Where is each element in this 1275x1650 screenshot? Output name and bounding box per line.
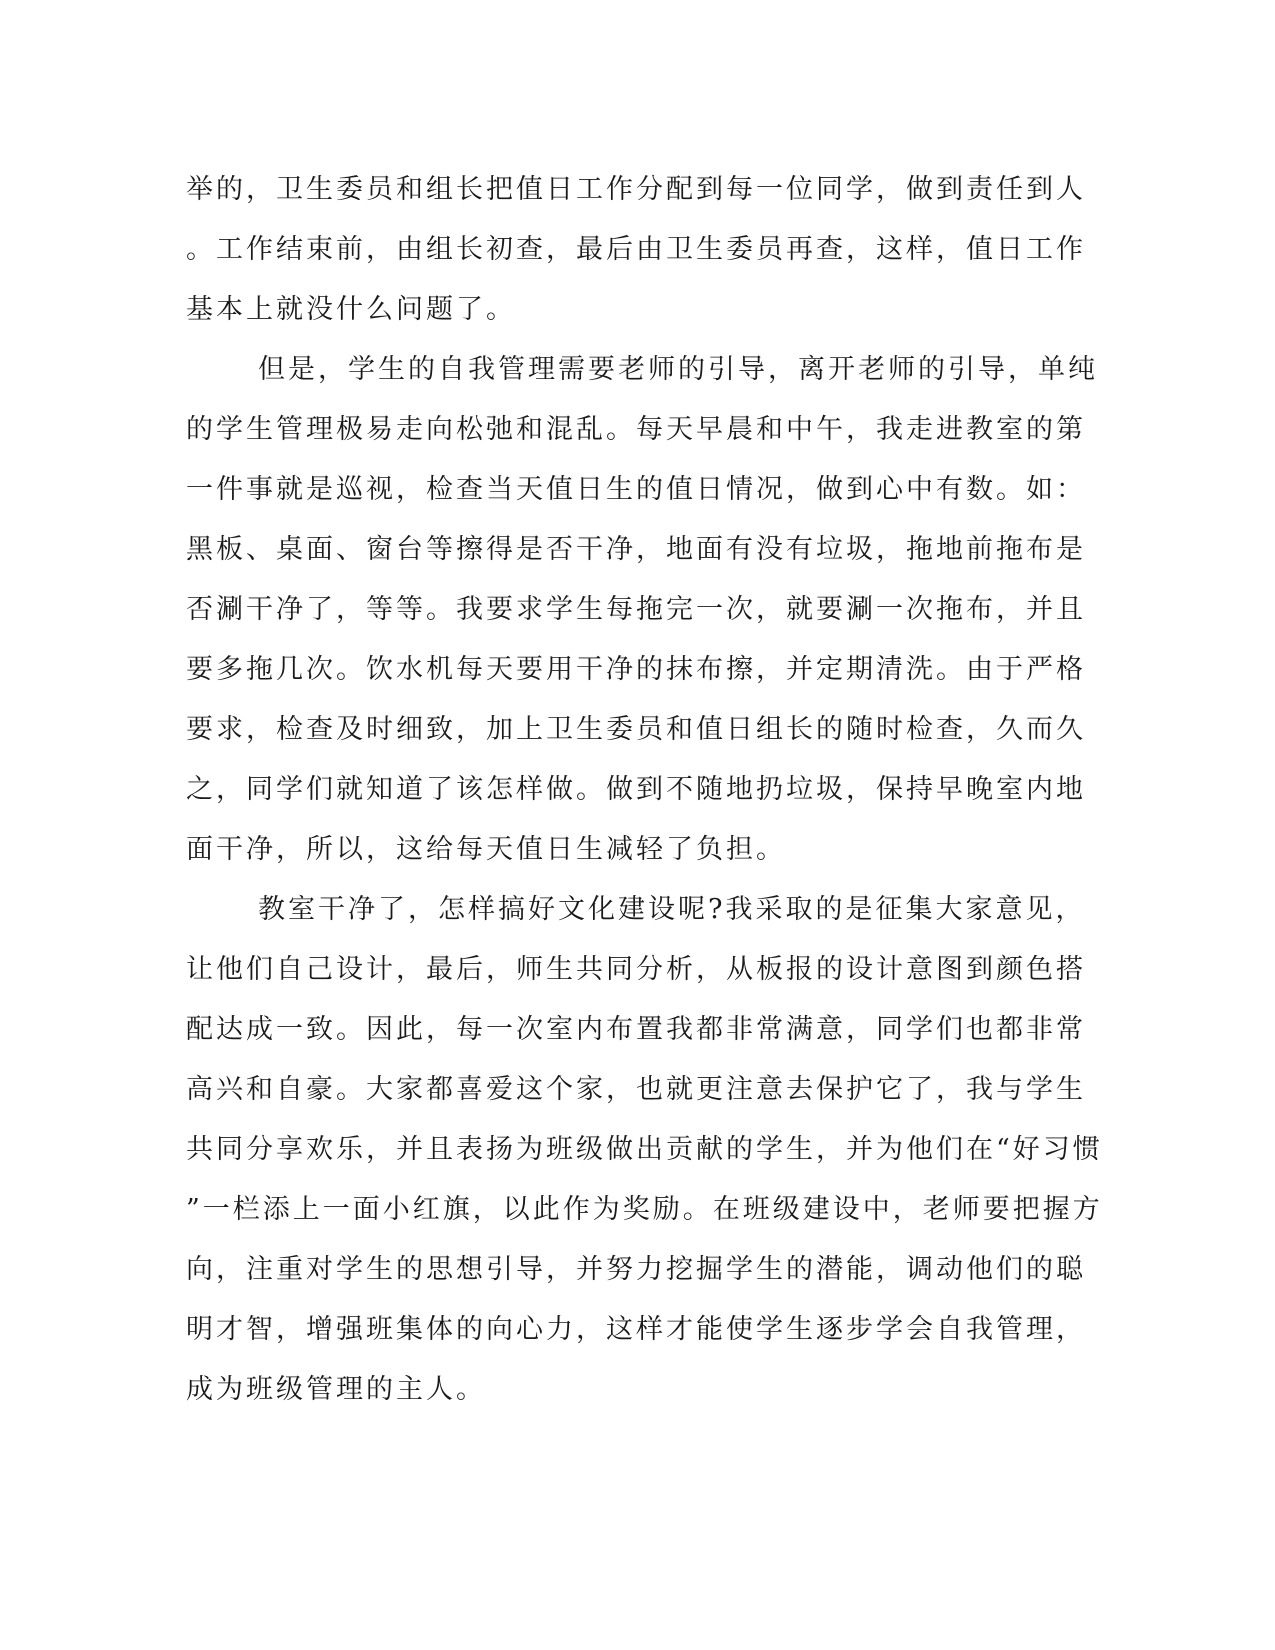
text-line: 明才智，增强班集体的向心力，这样才能使学生逐步学会自我管理， [186, 1314, 1086, 1345]
text-line: ”一栏添上一面小红旗，以此作为奖励。在班级建设中，老师要把握方 [186, 1194, 1103, 1225]
text-line: 面干净，所以，这给每天值日生减轻了负担。 [186, 834, 786, 865]
text-line: 举的，卫生委员和组长把值日工作分配到每一位同学，做到责任到人 [186, 174, 1086, 205]
body-text [186, 160, 1103, 1420]
text-line: 成为班级管理的主人。 [186, 1374, 486, 1405]
text-line: 一件事就是巡视，检查当天值日生的值日情况，做到心中有数。如： [186, 474, 1086, 505]
text-line: 要求，检查及时细致，加上卫生委员和值日组长的随时检查，久而久 [186, 714, 1086, 745]
paragraph-start-line: 但是，学生的自我管理需要老师的引导，离开老师的引导，单纯 [258, 354, 1098, 385]
text-line: 要多拖几次。饮水机每天要用干净的抹布擦，并定期清洗。由于严格 [186, 654, 1086, 685]
paragraph-start-line: 教室干净了，怎样搞好文化建设呢?我采取的是征集大家意见， [258, 894, 1086, 925]
text-line: 向，注重对学生的思想引导，并努力挖掘学生的潜能，调动他们的聪 [186, 1254, 1086, 1285]
text-line: 让他们自己设计，最后，师生共同分析，从板报的设计意图到颜色搭 [186, 954, 1086, 985]
text-line: 。工作结束前，由组长初查，最后由卫生委员再查，这样，值日工作 [186, 234, 1086, 265]
text-line: 之，同学们就知道了该怎样做。做到不随地扔垃圾，保持早晚室内地 [186, 774, 1086, 805]
text-line: 黑板、桌面、窗台等擦得是否干净，地面有没有垃圾，拖地前拖布是 [186, 534, 1086, 565]
text-line: 基本上就没什么问题了。 [186, 294, 516, 325]
text-line: 配达成一致。因此，每一次室内布置我都非常满意，同学们也都非常 [186, 1014, 1086, 1045]
text-line: 否涮干净了，等等。我要求学生每拖完一次，就要涮一次拖布，并且 [186, 594, 1086, 625]
text-line: 高兴和自豪。大家都喜爱这个家，也就更注意去保护它了，我与学生 [186, 1074, 1086, 1105]
text-line: 的学生管理极易走向松弛和混乱。每天早晨和中午，我走进教室的第 [186, 414, 1086, 445]
text-line: 共同分享欢乐，并且表扬为班级做出贡献的学生，并为他们在“好习惯 [186, 1134, 1103, 1165]
